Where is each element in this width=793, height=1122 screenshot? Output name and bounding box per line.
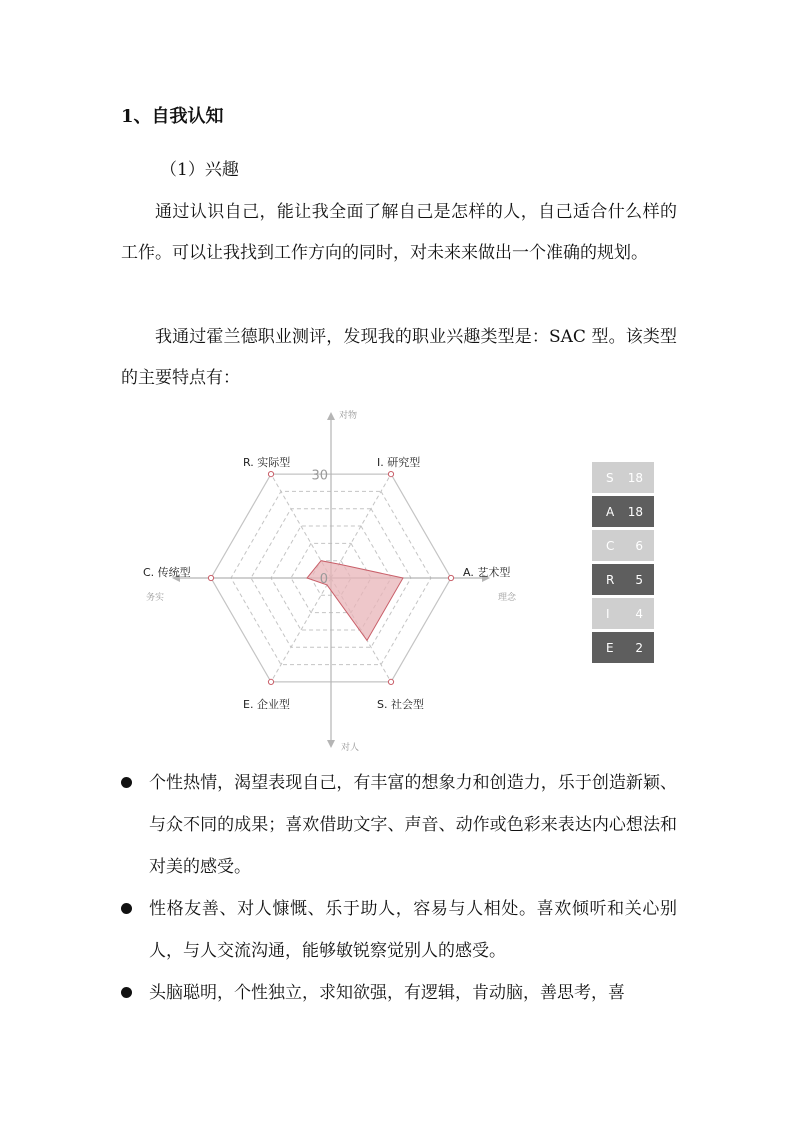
scale-label-max: 30 (311, 468, 328, 484)
legend-value: 4 (635, 606, 643, 621)
trait-list (121, 762, 677, 1014)
list-item (121, 762, 677, 888)
legend-code: A (606, 504, 615, 519)
legend-row-r (592, 564, 654, 595)
bullet-icon (121, 777, 132, 788)
list-item (121, 888, 677, 972)
category-label-3: E. 企业型 (243, 697, 290, 711)
legend-row-s (592, 462, 654, 493)
legend-value: 18 (627, 504, 643, 519)
vertex-marker-4 (208, 575, 213, 580)
vertex-marker-3 (268, 679, 273, 684)
category-label-1: A. 艺术型 (463, 566, 511, 579)
bullet-icon (121, 903, 132, 914)
legend-code: I (606, 606, 610, 621)
legend-row-i (592, 598, 654, 629)
vertex-marker-5 (268, 472, 273, 477)
axis-label-left: 务实 (146, 593, 165, 603)
legend-code: R (606, 572, 615, 587)
legend-value: 5 (635, 572, 643, 587)
list-item (121, 972, 677, 1014)
legend-row-a (592, 496, 654, 527)
legend-value: 6 (635, 538, 643, 553)
category-label-4: C. 传统型 (143, 566, 191, 579)
legend-code: E (606, 640, 614, 655)
axis-label-top: 对物 (339, 411, 358, 421)
vertex-marker-1 (448, 575, 453, 580)
section-heading: 1、自我认知 (121, 106, 224, 127)
category-label-2: S. 社会型 (377, 697, 424, 711)
list-item-text: 头脑聪明，个性独立，求知欲强，有逻辑，肯动脑，善思考，喜 (149, 983, 625, 1003)
legend-row-e (592, 632, 654, 663)
list-item-text: 性格友善、对人慷慨、乐于助人，容易与人相处。喜欢倾听和关心别人，与人交流沟通，能够敏锐察觉别人的感受。 (149, 899, 677, 961)
list-item-text: 个性热情，渴望表现自己，有丰富的想象力和创造力，乐于创造新颖、与众不同的成果；喜欢借助文字、声音、动作或色彩来表达内心想法和对美的感受。 (149, 773, 677, 877)
arrow-down-icon (327, 740, 335, 748)
scale-label-min: 0 (319, 572, 328, 587)
category-label-0: I. 研究型 (377, 456, 421, 470)
paragraph-test-result: 我通过霍兰德职业测评，发现我的职业兴趣类型是：SAC 型。该类型的主要特点有： (121, 327, 677, 388)
legend-value: 2 (635, 640, 643, 655)
bullet-icon (121, 987, 132, 998)
vertex-marker-0 (388, 472, 393, 477)
arrow-up-icon (327, 412, 335, 420)
vertex-marker-2 (388, 679, 393, 684)
legend-value: 18 (627, 470, 643, 485)
score-legend (592, 462, 654, 666)
grid-spoke (271, 578, 331, 682)
legend-code: C (606, 538, 615, 553)
legend-row-c (592, 530, 654, 561)
legend-code: S (606, 470, 614, 485)
axis-label-right: 理念 (498, 593, 517, 603)
axis-label-bottom: 对人 (341, 743, 360, 753)
paragraph-intro: 通过认识自己，能让我全面了解自己是怎样的人，自己适合什么样的工作。可以让我找到工作方向的同时，对未来来做出一个准确的规划。 (121, 202, 677, 263)
category-label-5: R. 实际型 (243, 456, 291, 470)
subsection-heading: （1）兴趣 (160, 160, 239, 180)
